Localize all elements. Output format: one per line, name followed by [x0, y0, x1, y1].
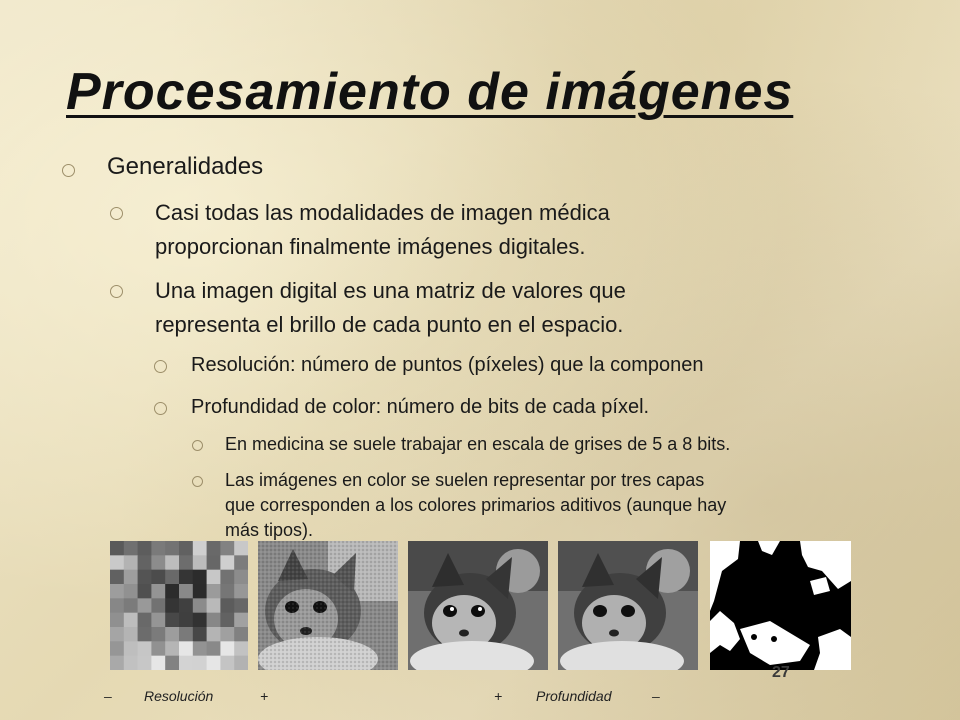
pixel-block: [234, 641, 248, 656]
pixel-block: [165, 555, 179, 570]
pixel-block: [207, 570, 221, 585]
bullet-line: Una imagen digital es una matriz de valores que: [155, 278, 626, 303]
bullet-line: Las imágenes en color se suelen representar por tres capas: [225, 470, 705, 490]
pixel-block: [110, 627, 124, 642]
pixel-block: [165, 656, 179, 670]
slide-title: Procesamiento de imágenes: [66, 63, 794, 121]
kitten-medium-resolution-image: [258, 541, 398, 670]
pixel-block: [193, 541, 207, 556]
pixel-block: [124, 541, 138, 556]
pixel-block: [193, 555, 207, 570]
pixel-block: [110, 555, 124, 570]
pixel-block: [207, 627, 221, 642]
pixel-block: [165, 570, 179, 585]
pixel-block: [179, 598, 193, 613]
pixel-block: [234, 555, 248, 570]
pixel-block: [220, 570, 234, 585]
pixel-block: [207, 541, 221, 556]
pixel-block: [220, 598, 234, 613]
pixel-block: [165, 598, 179, 613]
pixelated-kitten-graphic: [110, 541, 248, 670]
pixel-block: [138, 598, 152, 613]
bullet-text: Resolución: número de puntos (píxeles) que la componen: [191, 354, 704, 376]
pixel-block: [179, 641, 193, 656]
pixel-block: [234, 570, 248, 585]
kitten-graphic: [258, 541, 398, 670]
bullet-profundidad: [154, 392, 649, 422]
pixel-block: [220, 555, 234, 570]
pixel-block: [193, 613, 207, 628]
pixel-block: [151, 627, 165, 642]
kitten-low-resolution-image: [110, 541, 248, 670]
legend-depth-minus: –: [652, 688, 660, 704]
legend-resolution-plus: +: [260, 688, 269, 704]
pixel-block: [193, 598, 207, 613]
pixel-block: [151, 570, 165, 585]
bullet-text: [225, 468, 726, 543]
pixel-block: [151, 656, 165, 670]
bullet-generalidades: [62, 152, 263, 182]
bullet-line: más tipos).: [225, 520, 314, 540]
pixel-block: [151, 641, 165, 656]
pixel-block: [193, 584, 207, 599]
pixel-block: [151, 613, 165, 628]
bullet-marker-icon: [192, 476, 203, 487]
pixel-block: [179, 584, 193, 599]
pixel-block: [165, 613, 179, 628]
bullet-modalidades: [110, 196, 610, 264]
kitten-graphic: [558, 541, 698, 670]
pixel-block: [179, 570, 193, 585]
pixel-block: [138, 627, 152, 642]
pixel-block: [124, 613, 138, 628]
kitten-reduced-depth-image: [558, 541, 698, 670]
bullet-marker-icon: [154, 402, 167, 415]
pixel-block: [234, 656, 248, 670]
pixel-block: [234, 627, 248, 642]
pixel-block: [124, 656, 138, 670]
bullet-line: que corresponden a los colores primarios aditivos (aunque hay: [225, 495, 727, 515]
kitten-graphic: [408, 541, 548, 670]
pixel-block: [110, 584, 124, 599]
pixel-block: [110, 641, 124, 656]
pixel-block: [151, 541, 165, 556]
pixel-block: [234, 541, 248, 556]
pixel-block: [179, 613, 193, 628]
pixel-block: [138, 656, 152, 670]
bullet-line: proporcionan finalmente imágenes digitales.: [155, 234, 586, 259]
pixel-block: [179, 541, 193, 556]
pixel-block: [124, 641, 138, 656]
bullet-medicina: [192, 432, 730, 457]
pixel-block: [138, 613, 152, 628]
bullet-marker-icon: [62, 164, 75, 177]
pixel-block: [234, 598, 248, 613]
pixel-block: [110, 656, 124, 670]
bullet-line: Casi todas las modalidades de imagen médica: [155, 200, 610, 225]
pixel-block: [207, 555, 221, 570]
bullet-text: [155, 274, 626, 342]
pixel-block: [138, 641, 152, 656]
pixel-block: [151, 598, 165, 613]
pixel-block: [165, 627, 179, 642]
pixel-block: [138, 541, 152, 556]
bullet-text: [155, 196, 610, 264]
bullet-marker-icon: [154, 360, 167, 373]
pixel-block: [207, 641, 221, 656]
bullet-color: [192, 468, 726, 543]
pixel-block: [193, 627, 207, 642]
pixel-block: [179, 627, 193, 642]
pixel-block: [165, 641, 179, 656]
pixel-block: [220, 641, 234, 656]
pixel-block: [220, 613, 234, 628]
pixel-block: [124, 627, 138, 642]
pixel-block: [220, 541, 234, 556]
pixel-block: [138, 555, 152, 570]
legend-resolution-label: Resolución: [144, 688, 214, 704]
pixel-block: [220, 584, 234, 599]
pixel-block: [138, 584, 152, 599]
bullet-line: representa el brillo de cada punto en el espacio.: [155, 312, 624, 337]
pixel-block: [207, 613, 221, 628]
pixel-block: [110, 598, 124, 613]
kitten-full-image: [408, 541, 548, 670]
bullet-text: En medicina se suele trabajar en escala de grises de 5 a 8 bits.: [225, 434, 731, 454]
bullet-marker-icon: [110, 285, 123, 298]
pixel-block: [124, 584, 138, 599]
pixel-block: [124, 598, 138, 613]
page-number: 27: [772, 664, 790, 681]
pixel-block: [193, 641, 207, 656]
legend-resolution-minus: –: [104, 688, 112, 704]
bullet-text: Profundidad de color: número de bits de cada píxel.: [191, 396, 650, 418]
kitten-graphic: [710, 541, 851, 670]
pixel-block: [220, 656, 234, 670]
bullet-imagen-digital: [110, 274, 626, 342]
pixel-block: [110, 541, 124, 556]
pixel-block: [151, 584, 165, 599]
pixel-block: [207, 656, 221, 670]
pixel-block: [193, 570, 207, 585]
pixel-block: [207, 584, 221, 599]
pixel-block: [234, 584, 248, 599]
pixel-block: [179, 656, 193, 670]
pixel-block: [165, 541, 179, 556]
bullet-text: Generalidades: [107, 153, 264, 180]
pixel-block: [151, 555, 165, 570]
pixel-block: [110, 613, 124, 628]
pixel-block: [138, 570, 152, 585]
pixel-block: [165, 584, 179, 599]
pixel-block: [124, 570, 138, 585]
pixel-block: [124, 555, 138, 570]
bullet-resolucion: [154, 350, 704, 380]
pixel-block: [220, 627, 234, 642]
pixel-block: [207, 598, 221, 613]
pixel-block: [110, 570, 124, 585]
bullet-marker-icon: [110, 207, 123, 220]
pixel-block: [234, 613, 248, 628]
pixel-block: [179, 555, 193, 570]
bullet-marker-icon: [192, 440, 203, 451]
legend-depth-label: Profundidad: [536, 688, 612, 704]
kitten-1bit-image: [710, 541, 851, 670]
pixel-block: [193, 656, 207, 670]
legend-depth-plus: +: [494, 688, 503, 704]
